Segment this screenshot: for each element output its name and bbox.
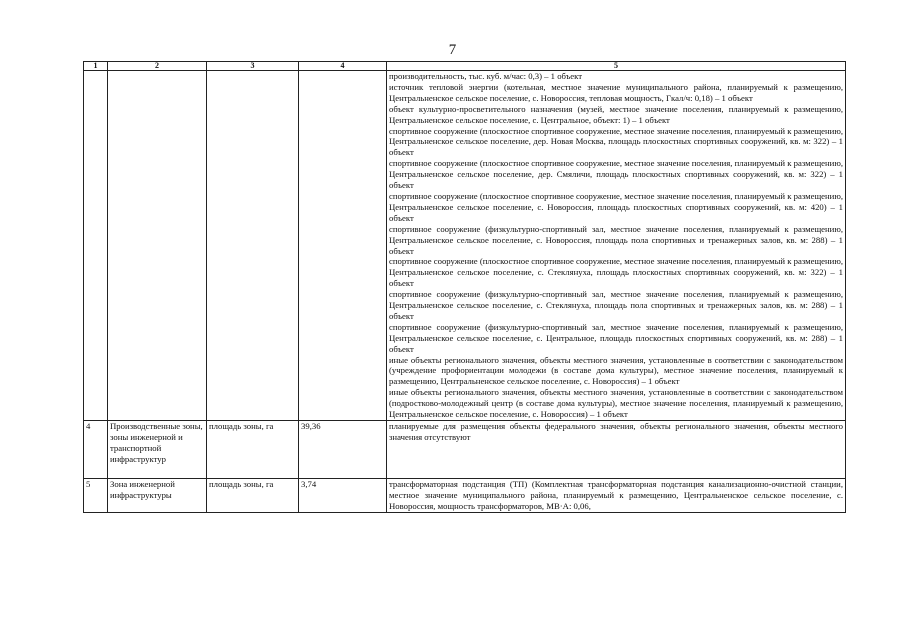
table-row xyxy=(84,479,846,513)
object-entry: производительность, тыс. куб. м/час: 0,3) – 1 объект xyxy=(389,71,582,81)
cell-value: 3,74 xyxy=(299,479,387,513)
cell-parameter xyxy=(207,71,299,421)
cell-objects: планируемые для размещения объекты федерального значения, объекты регионального значения, объекты местного значения отсутствуют xyxy=(387,421,846,479)
cell-zone xyxy=(108,71,207,421)
table-row-continued xyxy=(84,71,846,421)
cell-value: 39,36 xyxy=(299,421,387,479)
cell-num: 4 xyxy=(84,421,108,479)
cell-objects xyxy=(387,71,846,421)
object-entry: спортивное сооружение (плоскостное спортивное сооружение, местное значение поселения, планируемый к размещению, Центральненское сельское поселение, дер. Смяличи, площадь плоскостных спортивных сооружений, кв. м: 322) – 1 объект xyxy=(389,158,843,191)
object-entry: спортивное сооружение (плоскостное спортивное сооружение, местное значение поселения, планируемый к размещению, Центральненское сельское поселение, с. Новороссия, площадь плоскостных спортивных сооружений, кв. м: 420) – 1 объект xyxy=(389,190,843,223)
cell-value xyxy=(299,71,387,421)
object-entry: спортивное сооружение (физкультурно-спортивный зал, местное значение поселения, планируемый к размещению, Центральненское сельское поселение, с. Центральное, площадь плоскостных спортивных сооружений, кв. м: 288) – 1 объект xyxy=(389,321,843,354)
zones-table xyxy=(83,61,846,513)
object-entry: иные объекты регионального значения, объекты местного значения, установленные в соответствии с законодательством (учреждение профориентации молодежи (в составе дома культуры), местное значение поселения, планируемый к размещению, Центральненское сельское поселение, с. Новороссия) – 1 объект xyxy=(389,354,843,387)
object-entry: спортивное сооружение (физкультурно-спортивный зал, местное значение поселения, планируемый к размещению, Центральненское сельское поселение, с. Стеклянуха, площадь пола спортивных и тренажерных залов, кв. м: 288) – 1 объект xyxy=(389,289,843,321)
cell-objects: трансформаторная подстанция (ТП) (Комплектная трансформаторная подстанция канализационно-очистной станции, местное значение муниципального района, планируемый к размещению, Центральненское сельское поселение, с. Новороссия, мощность трансформаторов, МВ·А: 0,06, xyxy=(387,479,846,513)
cell-zone: Производственные зоны, зоны инженерной и транспортной инфраструктур xyxy=(108,421,207,479)
cell-zone: Зона инженерной инфраструктуры xyxy=(108,479,207,513)
cell-num xyxy=(84,71,108,421)
cell-parameter: площадь зоны, га xyxy=(207,421,299,479)
header-col-4: 4 xyxy=(299,62,387,71)
page-number: 7 xyxy=(448,42,457,58)
cell-num: 5 xyxy=(84,479,108,513)
cell-parameter: площадь зоны, га xyxy=(207,479,299,513)
object-entry: спортивное сооружение (плоскостное спортивное сооружение, местное значение поселения, планируемый к размещению, Центральненское сельское поселение, с. Стеклянуха, площадь плоскостных спортивных сооружений, кв. м: 322) – 1 объект xyxy=(389,256,843,289)
header-col-2: 2 xyxy=(108,62,207,71)
object-entry: источник тепловой энергии (котельная, местное значение муниципального района, планируемый к размещению, Центральненское сельское поселение, с. Новороссия, тепловая мощность, Гкал/ч: 0,18) – 1 объект xyxy=(389,81,843,103)
object-entry: объект культурно-просветительного назначения (музей, местное значение поселения, планируемый к размещению, Центральненское сельское поселение, с. Центральное, объект: 1) – 1 объект xyxy=(389,103,843,125)
object-entry: спортивное сооружение (плоскостное спортивное сооружение, местное значение поселения, планируемый к размещению, Центральненское сельское поселение, дер. Новая Москва, площадь плоскостных спортивных сооружений, кв. м: 322) – 1 объект xyxy=(389,125,843,158)
object-entry: иные объекты регионального значения, объекты местного значения, установленные в соответствии с законодательством (подростково-молодежный центр (в составе дома культуры), местное значение поселения, планируемый к размещению, Центральненское сельское поселение, с. Новороссия) – 1 объект xyxy=(389,387,843,420)
header-row xyxy=(84,62,846,71)
header-col-1: 1 xyxy=(84,62,108,71)
header-col-5: 5 xyxy=(387,62,846,71)
header-col-3: 3 xyxy=(207,62,299,71)
table-row xyxy=(84,421,846,479)
object-entry: спортивное сооружение (физкультурно-спортивный зал, местное значение поселения, планируемый к размещению, Центральненское сельское поселение, с. Новороссия, площадь пола спортивных и тренажерных залов, кв. м: 288) – 1 объект xyxy=(389,223,843,256)
